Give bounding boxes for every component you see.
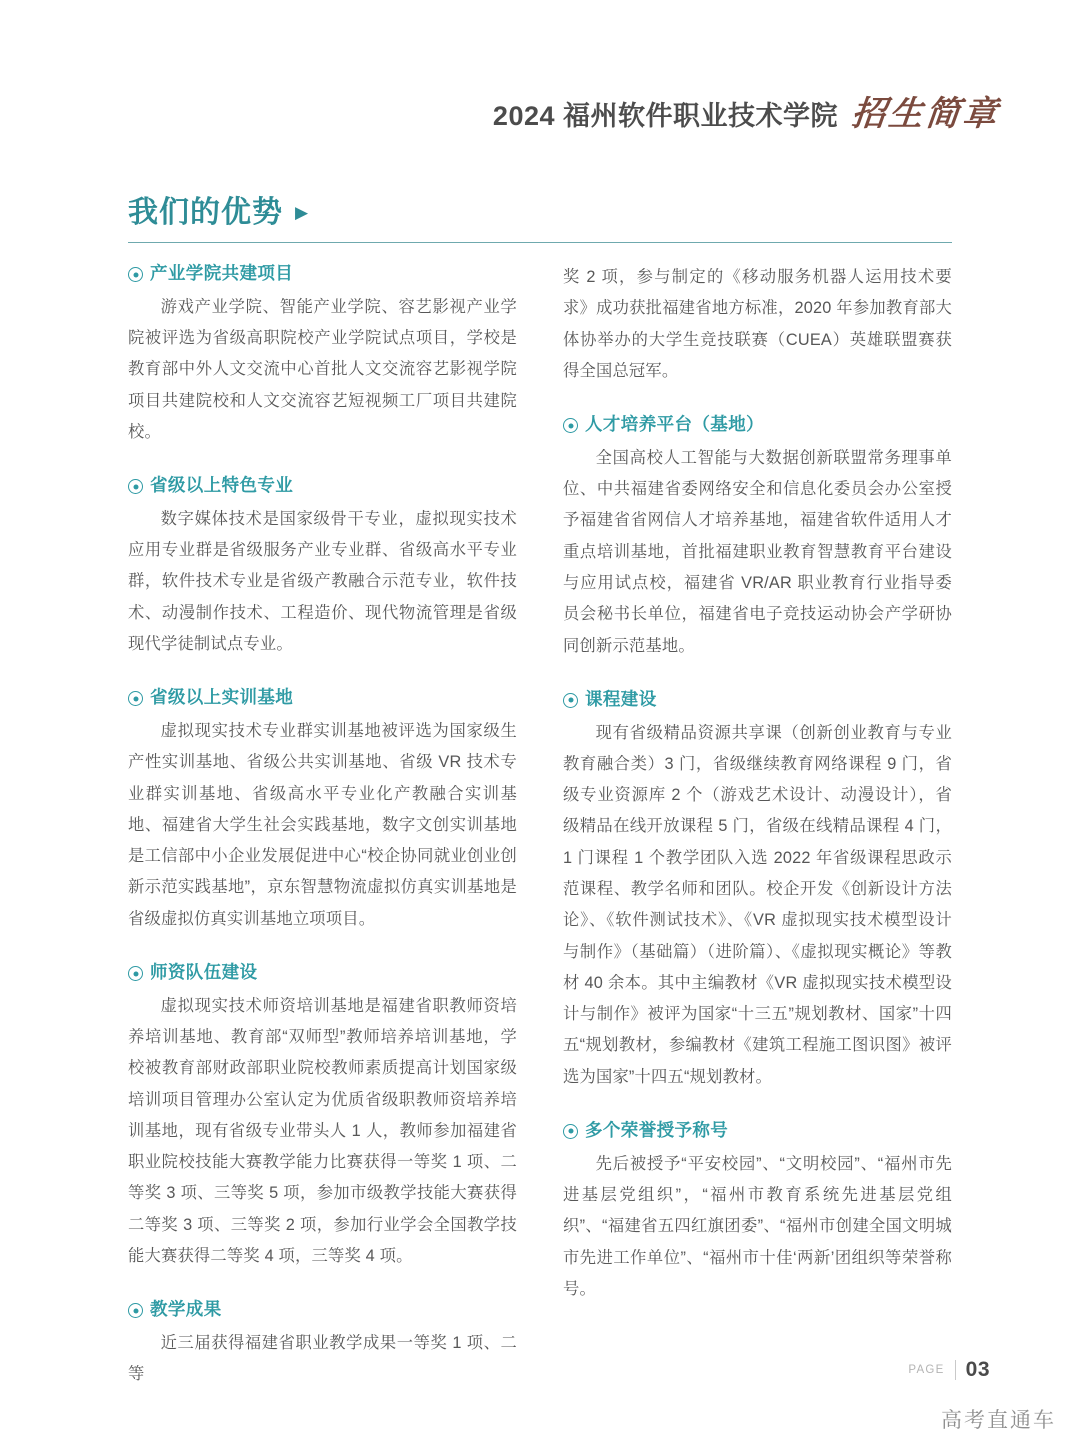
header-title-main: 2024 福州软件职业技术学院 bbox=[492, 101, 838, 131]
block-heading-label: 产业学院共建项目 bbox=[150, 263, 294, 283]
content-block bbox=[563, 413, 952, 662]
content-block bbox=[128, 262, 517, 448]
block-heading bbox=[128, 961, 517, 984]
content-block-continuation bbox=[563, 262, 952, 387]
bullet-circle-icon bbox=[128, 1303, 143, 1318]
block-heading bbox=[128, 474, 517, 497]
section-title-text: 我们的优势 bbox=[128, 196, 283, 229]
content-block bbox=[128, 686, 517, 935]
block-body: 奖 2 项，参与制定的《移动服务机器人运用技术要求》成功获批福建省地方标准，2020 年参加教育部大体协举办的大学生竞技联赛（CUEA）英雄联盟赛获得全国总冠军。 bbox=[563, 268, 952, 380]
section-divider bbox=[128, 242, 952, 243]
block-heading bbox=[563, 1119, 952, 1142]
right-column bbox=[563, 262, 952, 1322]
block-heading bbox=[563, 413, 952, 436]
block-body: 现有省级精品资源共享课（创新创业教育与专业教育融合类）3 门，省级继续教育网络课程 9 门，省级专业资源库 2 个（游戏艺术设计、动漫设计），省级精品在线开放课程 5 门，省级在线精品课程 4 门，1 门课程 1 个教学团队入选 2022 年省级课程思政示范课程、教学名师和团队。校企开发《创新设计方法论》、《软件测试技术》、《VR 虚拟现实技术模型设计与制作》（基础篇）（进阶篇）、《虚拟现实概论》等教材 40 余本。其中主编教材《VR 虚拟现实技术模型设计与制作》被评为国家“十三五”规划教材、国家”十四五“规划教材，参编教材《建筑工程施工图识图》被评选为国家”十四五“规划教材。 bbox=[563, 723, 952, 1086]
header-title-script: 招生简章 bbox=[849, 96, 1002, 133]
page-title bbox=[128, 196, 952, 229]
block-body: 虚拟现实技术师资培训基地是福建省职教师资培养培训基地、教育部“双师型”教师培养培训基地，学校被教育部财政部职业院校教师素质提高计划国家级培训项目管理办公室认定为优质省级职教师资培养培训基地，现有省级专业带头人 1 人，教师参加福建省职业院校技能大赛教学能力比赛获得一等奖 1 项、二等奖 3 项、三等奖 5 项，参加市级教学技能大赛获得二等奖 3 项、三等奖 2 项，参加行业学会全国教学技能大赛获得二等奖 4 项，三等奖 4 项。 bbox=[128, 996, 517, 1266]
watermark: 高考直通车 bbox=[941, 1409, 1056, 1432]
content-block bbox=[563, 688, 952, 1093]
page-footer bbox=[0, 1358, 990, 1382]
triangle-right-icon: ▶ bbox=[295, 203, 310, 223]
block-heading bbox=[128, 262, 517, 285]
bullet-circle-icon bbox=[563, 693, 578, 708]
block-heading-label: 师资队伍建设 bbox=[150, 962, 258, 983]
bullet-circle-icon bbox=[128, 267, 143, 282]
content-block bbox=[128, 474, 517, 660]
block-heading-label: 省级以上特色专业 bbox=[150, 475, 294, 496]
bullet-circle-icon bbox=[128, 691, 143, 706]
page-number: 03 bbox=[965, 1358, 990, 1381]
block-body: 游戏产业学院、智能产业学院、容艺影视产业学院被评选为省级高职院校产业学院试点项目，学校是教育部中外人文交流中心首批人文交流容艺影视学院项目共建院校和人文交流容艺短视频工厂项目共建院校。 bbox=[128, 297, 517, 441]
block-body: 近三届获得福建省职业教学成果一等奖 1 项、二等 bbox=[128, 1334, 517, 1384]
block-body: 先后被授予“平安校园”、“文明校园”、“福州市先进基层党组织”，“福州市教育系统先进基层党组织”、“福建省五四红旗团委”、“福州市创建全国文明城市先进工作单位”、“福州市十佳‘两新’团组织等荣誉称号。 bbox=[563, 1154, 952, 1298]
block-body: 全国高校人工智能与大数据创新联盟常务理事单位、中共福建省委网络安全和信息化委员会办公室授予福建省省网信人才培养基地，福建省软件适用人才重点培训基地，首批福建职业教育智慧教育平台建设与应用试点校，福建省 VR/AR 职业教育行业指导委员会秘书长单位，福建省电子竞技运动协会产学研协同创新示范基地。 bbox=[563, 448, 952, 655]
bullet-circle-icon bbox=[128, 479, 143, 494]
content-block bbox=[128, 961, 517, 1272]
block-body: 虚拟现实技术专业群实训基地被评选为国家级生产性实训基地、省级公共实训基地、省级 VR 技术专业群实训基地、省级高水平专业化产教融合实训基地、福建省大学生社会实践基地，数字文创实训基地是工信部中小企业发展促进中心“校企协同就业创业创新示范实践基地”，京东智慧物流虚拟仿真实训基地是省级虚拟仿真实训基地立项项目。 bbox=[128, 722, 517, 928]
left-column bbox=[128, 262, 517, 1384]
block-heading bbox=[128, 686, 517, 709]
bullet-circle-icon bbox=[128, 966, 143, 981]
bullet-circle-icon bbox=[563, 1124, 578, 1139]
section-header bbox=[128, 196, 952, 243]
bullet-circle-icon bbox=[563, 418, 578, 433]
block-heading-label: 人才培养平台（基地） bbox=[585, 414, 764, 435]
block-heading-label: 课程建设 bbox=[585, 688, 657, 709]
footer-divider bbox=[955, 1360, 956, 1380]
block-heading-label: 省级以上实训基地 bbox=[150, 687, 294, 708]
page-header bbox=[0, 86, 1000, 135]
page-label: PAGE bbox=[908, 1364, 945, 1376]
block-heading-label: 多个荣誉授予称号 bbox=[585, 1119, 729, 1140]
block-heading-label: 教学成果 bbox=[150, 1299, 222, 1320]
content-block bbox=[563, 1119, 952, 1305]
block-heading bbox=[563, 688, 952, 711]
block-heading bbox=[128, 1298, 517, 1321]
block-body: 数字媒体技术是国家级骨干专业，虚拟现实技术应用专业群是省级服务产业专业群、省级高水平专业群，软件技术专业是省级产教融合示范专业，软件技术、动漫制作技术、工程造价、现代物流管理是省级现代学徒制试点专业。 bbox=[128, 509, 517, 654]
